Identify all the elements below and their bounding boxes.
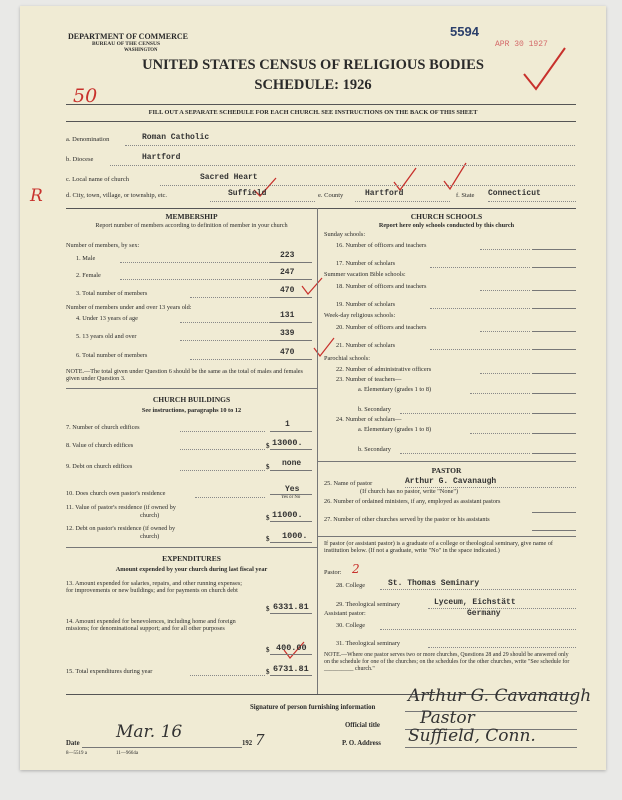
assistant-ministers-label: 26. Number of ordained ministers, if any, employed as assistant pastors	[324, 498, 501, 505]
official-title-label: Official title	[345, 722, 380, 729]
scholars-secondary-label: b. Secondary	[358, 446, 391, 453]
pastor-seminary-value: Lyceum, Eichstätt	[434, 598, 516, 607]
po-address-label: P. O. Address	[342, 740, 381, 747]
total-members-age-count: 470	[280, 348, 295, 357]
pastor-name-hint: (If church has no pastor, write "None")	[360, 488, 459, 495]
pastor-seminary-country: Germany	[467, 609, 501, 618]
pastor-seminary-label: 29. Theological seminary	[336, 601, 401, 608]
residence-debt-label: 12. Debt on pastor's residence (if owned by	[66, 525, 176, 532]
currency-sign: $	[266, 514, 270, 522]
weekday-schools-label: Week-day religious schools:	[324, 312, 396, 319]
edifices-value: 13000.	[272, 438, 303, 448]
summer-scholars-label: 19. Number of scholars	[336, 301, 396, 308]
female-label: 2. Female	[76, 272, 101, 279]
date-label: Date	[66, 740, 80, 747]
local-name-label: c. Local name of church	[66, 176, 129, 183]
teachers-elementary-label: a. Elementary (grades 1 to 8)	[358, 386, 432, 393]
total-members-age-label: 6. Total number of members	[76, 352, 148, 359]
general-instruction: FILL OUT A SEPARATE SCHEDULE FOR EACH CHURCH. SEE INSTRUCTIONS ON THE BACK OF THIS SHEET	[148, 109, 478, 116]
pastor-name-value: Arthur G. Cavanaugh	[405, 477, 497, 486]
teachers-secondary-label: b. Secondary	[358, 406, 391, 413]
pastor-section-title: PASTOR	[431, 466, 462, 475]
buildings-intro: See instructions, paragraphs 10 to 12	[141, 407, 242, 414]
over-13-count: 339	[280, 329, 295, 338]
total-members-sex-count: 470	[280, 286, 295, 295]
diocese-value: Hartford	[142, 153, 181, 162]
female-count: 247	[280, 268, 295, 277]
denomination-label: a. Denomination	[66, 136, 110, 143]
currency-sign: $	[266, 463, 270, 471]
residence-value-label: 11. Value of pastor's residence (if owned by	[66, 504, 176, 511]
edifices-debt: none	[282, 459, 302, 468]
total-expenditures-amount: 6731.81	[273, 664, 309, 674]
teachers-label: 23. Number of teachers—	[336, 376, 402, 383]
bureau-name: BUREAU OF THE CENSUS	[92, 41, 161, 47]
diocese-label: b. Diocese	[66, 156, 94, 163]
under-13-label: 4. Under 13 years of age	[76, 315, 138, 322]
year-prefix: 192	[242, 740, 253, 747]
assistant-pastor-subheading: Assistant pastor:	[324, 610, 366, 617]
signature-value: Arthur G. Cavanaugh	[408, 686, 592, 706]
edifices-value-label: 8. Value of church edifices	[66, 442, 134, 449]
summer-schools-label: Summer vacation Bible schools:	[324, 271, 406, 278]
graduate-instruction: If pastor (or assistant pastor) is a graduate of a college or theological seminary, give name of institution below. (If not a graduate, write "No" in the space indicated.)	[324, 540, 553, 555]
edifices-debt-label: 9. Debt on church edifices	[66, 463, 133, 470]
pastor-college-label: 28. College	[336, 582, 366, 589]
currency-sign: $	[266, 646, 270, 654]
edifices-count: 1	[285, 420, 290, 429]
state-value: Connecticut	[488, 189, 541, 198]
pastor-red-mark: 2	[352, 562, 360, 576]
residence-value: 11000.	[272, 510, 303, 520]
parochial-schools-label: Parochial schools:	[324, 355, 370, 362]
schedule-title: SCHEDULE: 1926	[254, 77, 372, 93]
year-suffix: 7	[255, 731, 265, 749]
pastor-college-value: St. Thomas Seminary	[388, 579, 480, 588]
state-label: f. State	[456, 192, 475, 199]
male-count: 223	[280, 251, 295, 260]
benevolences-amount: 400.00	[276, 643, 307, 653]
official-title-value: Pastor	[420, 708, 475, 728]
weekday-scholars-label: 21. Number of scholars	[336, 342, 396, 349]
county-value: Hartford	[365, 189, 404, 198]
membership-section-title: MEMBERSHIP	[165, 212, 218, 221]
city-value: Suffield	[228, 189, 267, 198]
members-by-sex-label: Number of members, by sex:	[66, 242, 140, 249]
members-by-age-label: Number of members under and over 13 years old:	[66, 304, 192, 311]
residence-value-label-cont: church)	[140, 512, 160, 519]
membership-intro: Report number of members according to definition of member in your church	[95, 222, 288, 229]
city-label: d. City, town, village, or township, etc.	[66, 192, 168, 199]
print-number: 11—9664a	[116, 751, 139, 756]
assistant-college-label: 30. College	[336, 622, 366, 629]
census-schedule-sheet	[20, 6, 606, 770]
owns-residence-label: 10. Does church own pastor's residence	[66, 490, 166, 497]
currency-sign: $	[266, 605, 270, 613]
department-name: DEPARTMENT OF COMMERCE	[68, 32, 189, 41]
sunday-schools-label: Sunday schools:	[324, 231, 366, 238]
scholars-elementary-label: a. Elementary (grades 1 to 8)	[358, 426, 432, 433]
under-13-count: 131	[280, 311, 295, 320]
received-date-stamp: APR 30 1927	[495, 40, 548, 49]
county-label: e. County	[318, 192, 344, 199]
owns-residence-answer: Yes	[285, 485, 300, 494]
sunday-officers-label: 16. Number of officers and teachers	[336, 242, 427, 249]
margin-number-50: 50	[73, 85, 98, 107]
over-13-label: 5. 13 years old and over	[76, 333, 137, 340]
benevolences-label: 14. Amount expended for benevolences, including home and foreign missions; for denominational support; and for all other purposes	[66, 618, 236, 633]
residence-debt-label-cont: church)	[140, 533, 160, 540]
membership-note: NOTE.—The total given under Question 6 should be the same as the total of males and females given under Question 3.	[66, 368, 303, 383]
schools-intro: Report here only schools conducted by this church	[378, 222, 515, 229]
po-address-value: Suffield, Conn.	[408, 726, 536, 746]
form-number: 8—5519 a	[66, 751, 87, 756]
form-title: UNITED STATES CENSUS OF RELIGIOUS BODIES	[142, 57, 484, 73]
expenditures-intro: Amount expended by your church during last fiscal year	[115, 566, 268, 573]
weekday-officers-label: 20. Number of officers and teachers	[336, 324, 427, 331]
buildings-section-title: CHURCH BUILDINGS	[152, 395, 231, 404]
pastor-section-note: NOTE.—Where one pastor serves two or more churches, Questions 28 and 29 should be answered only on the schedule for one of the churches; on the schedules for the other churches, write "See schedule for __________ church."	[324, 652, 570, 672]
other-churches-label: 27. Number of other churches served by the pastor or his assistants	[324, 516, 490, 523]
running-expenses-label: 13. Amount expended for salaries, repairs, and other running expenses; for improvements or new buildings; and for payments on church debt	[66, 580, 242, 595]
total-expenditures-label: 15. Total expenditures during year	[66, 668, 153, 675]
total-members-sex-label: 3. Total number of members	[76, 290, 148, 297]
assistant-seminary-label: 31. Theological seminary	[336, 640, 401, 647]
expenditures-section-title: EXPENDITURES	[162, 554, 221, 563]
summer-officers-label: 18. Number of officers and teachers	[336, 283, 427, 290]
residence-debt: 1000.	[282, 531, 308, 541]
yes-no-hint: Yes or No	[281, 495, 301, 500]
scholars-label: 24. Number of scholars—	[336, 416, 402, 423]
date-value: Mar. 16	[116, 722, 183, 742]
serial-number: 5594	[450, 24, 479, 39]
signature-label: Signature of person furnishing information	[250, 704, 376, 711]
schools-section-title: CHURCH SCHOOLS	[410, 212, 483, 221]
pastor-name-label: 25. Name of pastor	[324, 480, 373, 487]
currency-sign: $	[266, 442, 270, 450]
approval-check-icon	[520, 44, 570, 94]
running-expenses-amount: 6331.81	[273, 602, 309, 612]
currency-sign: $	[266, 668, 270, 676]
edifices-count-label: 7. Number of church edifices	[66, 424, 140, 431]
sunday-scholars-label: 17. Number of scholars	[336, 260, 396, 267]
pastor-subheading: Pastor:	[324, 569, 342, 576]
denomination-value: Roman Catholic	[142, 133, 210, 142]
male-label: 1. Male	[76, 255, 96, 262]
currency-sign: $	[266, 535, 270, 543]
margin-letter-r: R	[30, 186, 43, 206]
administrative-officers-label: 22. Number of administrative officers	[336, 366, 432, 373]
local-name-value: Sacred Heart	[200, 173, 258, 182]
city-name: WASHINGTON	[124, 48, 158, 53]
